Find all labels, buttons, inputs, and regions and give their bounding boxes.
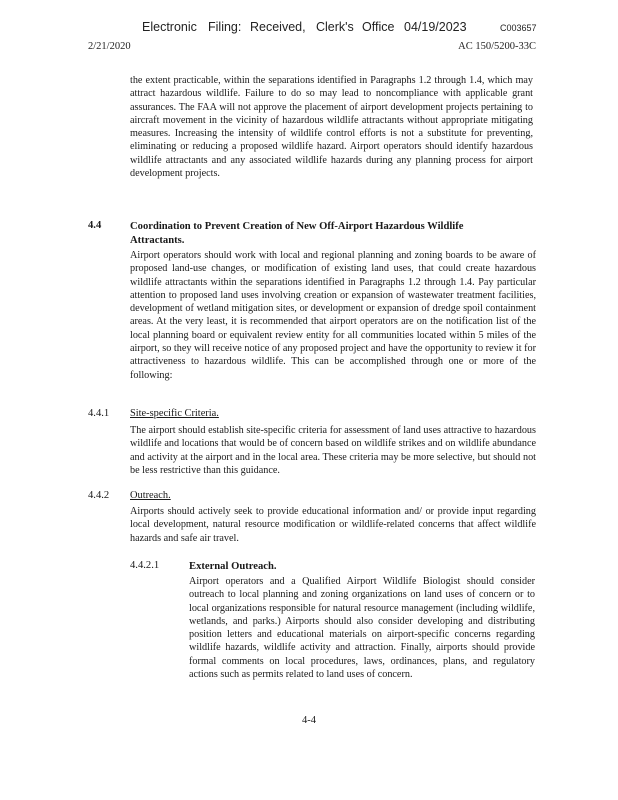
section-4-4-2-body: Airports should actively seek to provide educational information and/ or provide input regarding local development, natural resource modification or wildlife-related concerns that affect wildlife hazards and safe air travel. [130, 506, 536, 544]
stamp-date: 04/19/2023 [404, 20, 467, 34]
intro-paragraph: the extent practicable, within the separations identified in Paragraphs 1.2 through 1.4, which may attract hazardous wildlife. Failure to do so may lead to noncompliance with applicable grant assurances. The FAA will not approve the placement of airport development projects pertaining to aircraft movement in the vicinity of hazardous wildlife attractants without appropriate mitigating measures. Increasing the intensity of wildlife control efforts is not a substitute for preventing, eliminating or reducing a proposed wildlife hazard. Airport operators should identify hazardous wildlife attractants and any associated wildlife hazards during any planning process for airport development projects. [130, 75, 533, 180]
section-4-4-1-body: The airport should establish site-specific criteria for assessment of land uses attractive to hazardous wildlife and locations that would be of concern based on wildlife strikes and on wildlife abundance and activity at the airport and in the local area. These criteria may be more selective, but should not be less restrictive than this guidance. [130, 425, 536, 476]
section-4-4-2-1-body: Airport operators and a Qualified Airport Wildlife Biologist should consider outreach to local planning and zoning organizations on land uses of concern or to local organizations responsible for natural resource management (including wildlife, wetlands, and parks.) Airports should also consider developing and distributing position letters and educational materials on airport-specific concerns regarding wildlife hazards, wildlife activity and attraction. Finally, airports should provide formal comments on local procedures, laws, ordinances, plans, and regulatory actions such as permits related to land uses of concern. [189, 576, 535, 681]
section-4-4-heading: Coordination to Prevent Creation of New Off-Airport Hazardous Wildlife Attractants. [130, 221, 464, 246]
stamp-clerks: Clerk's [316, 20, 354, 34]
header-doc-id: AC 150/5200-33C [458, 41, 536, 52]
header-date: 2/21/2020 [88, 41, 131, 52]
page-number: 4-4 [302, 715, 316, 726]
section-4-4-number: 4.4 [88, 220, 102, 231]
section-4-4-2-1-heading: External Outreach. [189, 561, 277, 572]
stamp-code: C003657 [500, 23, 537, 33]
stamp-received: Received, [250, 20, 306, 34]
section-4-4-2-1-number: 4.4.2.1 [130, 560, 160, 571]
stamp-electronic: Electronic [142, 20, 197, 34]
section-4-4-body: Airport operators should work with local and regional planning and zoning boards to be aware of proposed land-use changes, or modification of existing land uses, that could create hazardous wildlife attractants within the separations identified in Paragraphs 1.2 through 1.4. Pay particular attention to proposed land uses involving creation or expansion of wastewater treatment facilities, development of wetland mitigation sites, or development or expansion of dredge spoil containment areas. At the very least, it is recommended that airport operators are on the notification list of the local planning board or equivalent review entity for all communities located within 5 miles of the airport, so they will receive notice of any proposed project and have the opportunity to review it for attractiveness to hazardous wildlife. This can be accomplished through one or more of the following: [130, 250, 536, 381]
section-4-4-1-heading: Site-specific Criteria. [130, 408, 219, 419]
section-4-4-2-heading: Outreach. [130, 490, 171, 501]
section-4-4-2-number: 4.4.2 [88, 490, 110, 501]
stamp-filing: Filing: [208, 20, 242, 34]
section-4-4-1-number: 4.4.1 [88, 408, 110, 419]
stamp-office: Office [362, 20, 395, 34]
